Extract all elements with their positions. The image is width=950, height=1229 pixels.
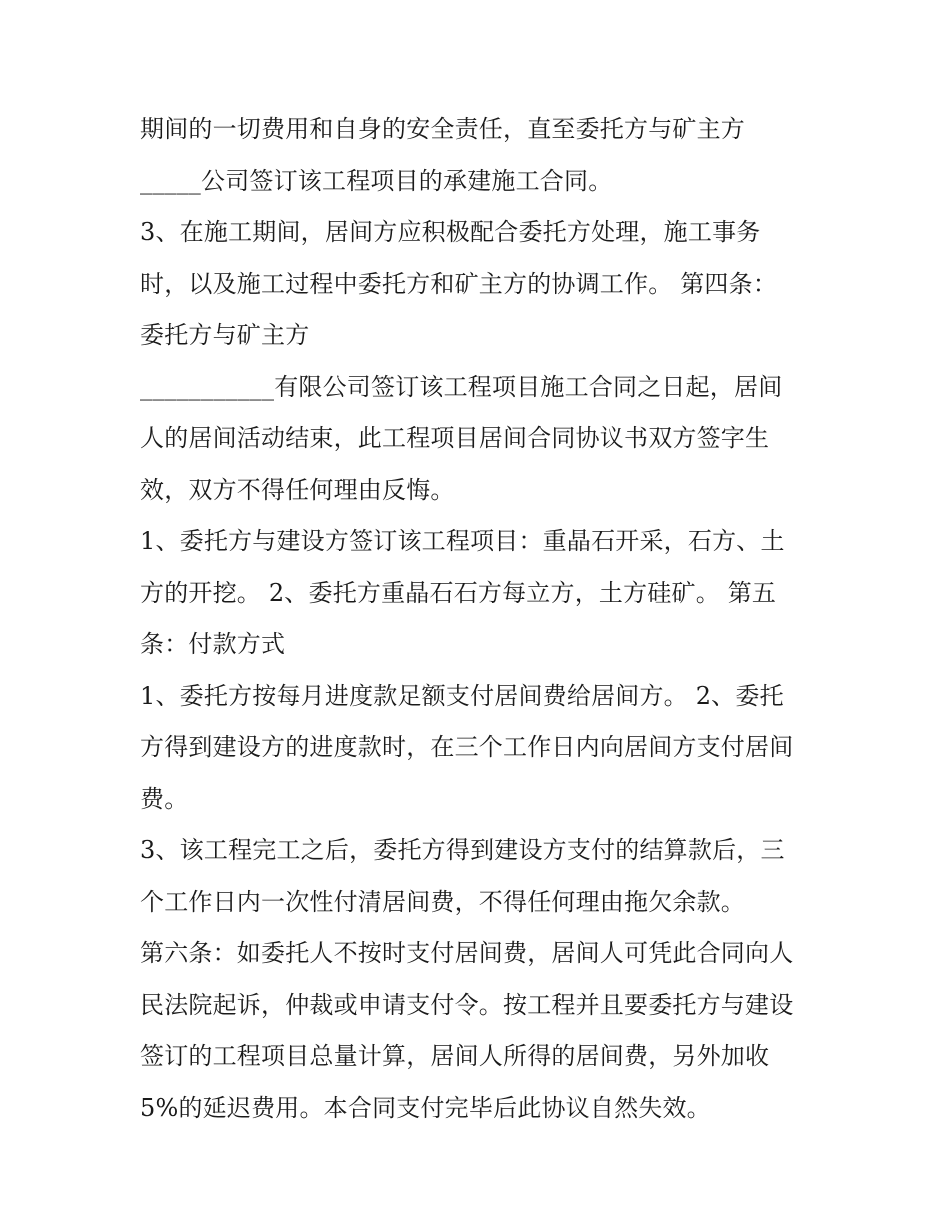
contract-text xyxy=(140,104,830,1134)
text-line: 5%的延迟费用。本合同支付完毕后此协议自然失效。 xyxy=(140,1093,711,1122)
text-line: 费。 xyxy=(140,784,189,813)
text-line: 期间的一切费用和自身的安全责任，直至委托方与矿主方 xyxy=(140,115,745,143)
text-line: 1、委托方与建设方签订该工程项目：重晶石开采，石方、土 xyxy=(140,527,785,555)
text-line: 条：付款方式 xyxy=(140,630,286,658)
text-line: 时，以及施工过程中委托方和矿主方的协调工作。 第四条： xyxy=(140,269,778,298)
text-line: 人的居间活动结束，此工程项目居间合同协议书双方签字生 xyxy=(140,424,770,452)
text-line: 3、在施工期间，居间方应积极配合委托方处理，施工事务 xyxy=(140,218,761,246)
text-line: 3、该工程完工之后，委托方得到建设方支付的结算款后，三 xyxy=(140,836,785,864)
text-line: 方得到建设方的进度款时，在三个工作日内向居间方支付居间 xyxy=(140,733,794,761)
text-line: 签订的工程项目总量计算，居间人所得的居间费，另外加收 xyxy=(140,1042,770,1070)
text-line: ___________有限公司签订该工程项目施工合同之日起，居间 xyxy=(140,372,783,401)
text-line: 方的开挖。 2、委托方重晶石石方每立方，土方硅矿。 第五 xyxy=(140,578,777,607)
text-line: 个工作日内一次性付清居间费，不得任何理由拖欠余款。 xyxy=(140,887,745,916)
text-line: 第六条：如委托人不按时支付居间费，居间人可凭此合同向人 xyxy=(140,939,794,967)
text-line: 委托方与矿主方 xyxy=(140,321,310,349)
text-line: _____公司签订该工程项目的承建施工合同。 xyxy=(140,166,613,195)
text-line: 民法院起诉，仲裁或申请支付令。按工程并且要委托方与建设 xyxy=(140,990,794,1019)
text-line: 1、委托方按每月进度款足额支付居间费给居间方。 2、委托 xyxy=(140,681,784,710)
text-line: 效，双方不得任何理由反悔。 xyxy=(140,475,455,504)
